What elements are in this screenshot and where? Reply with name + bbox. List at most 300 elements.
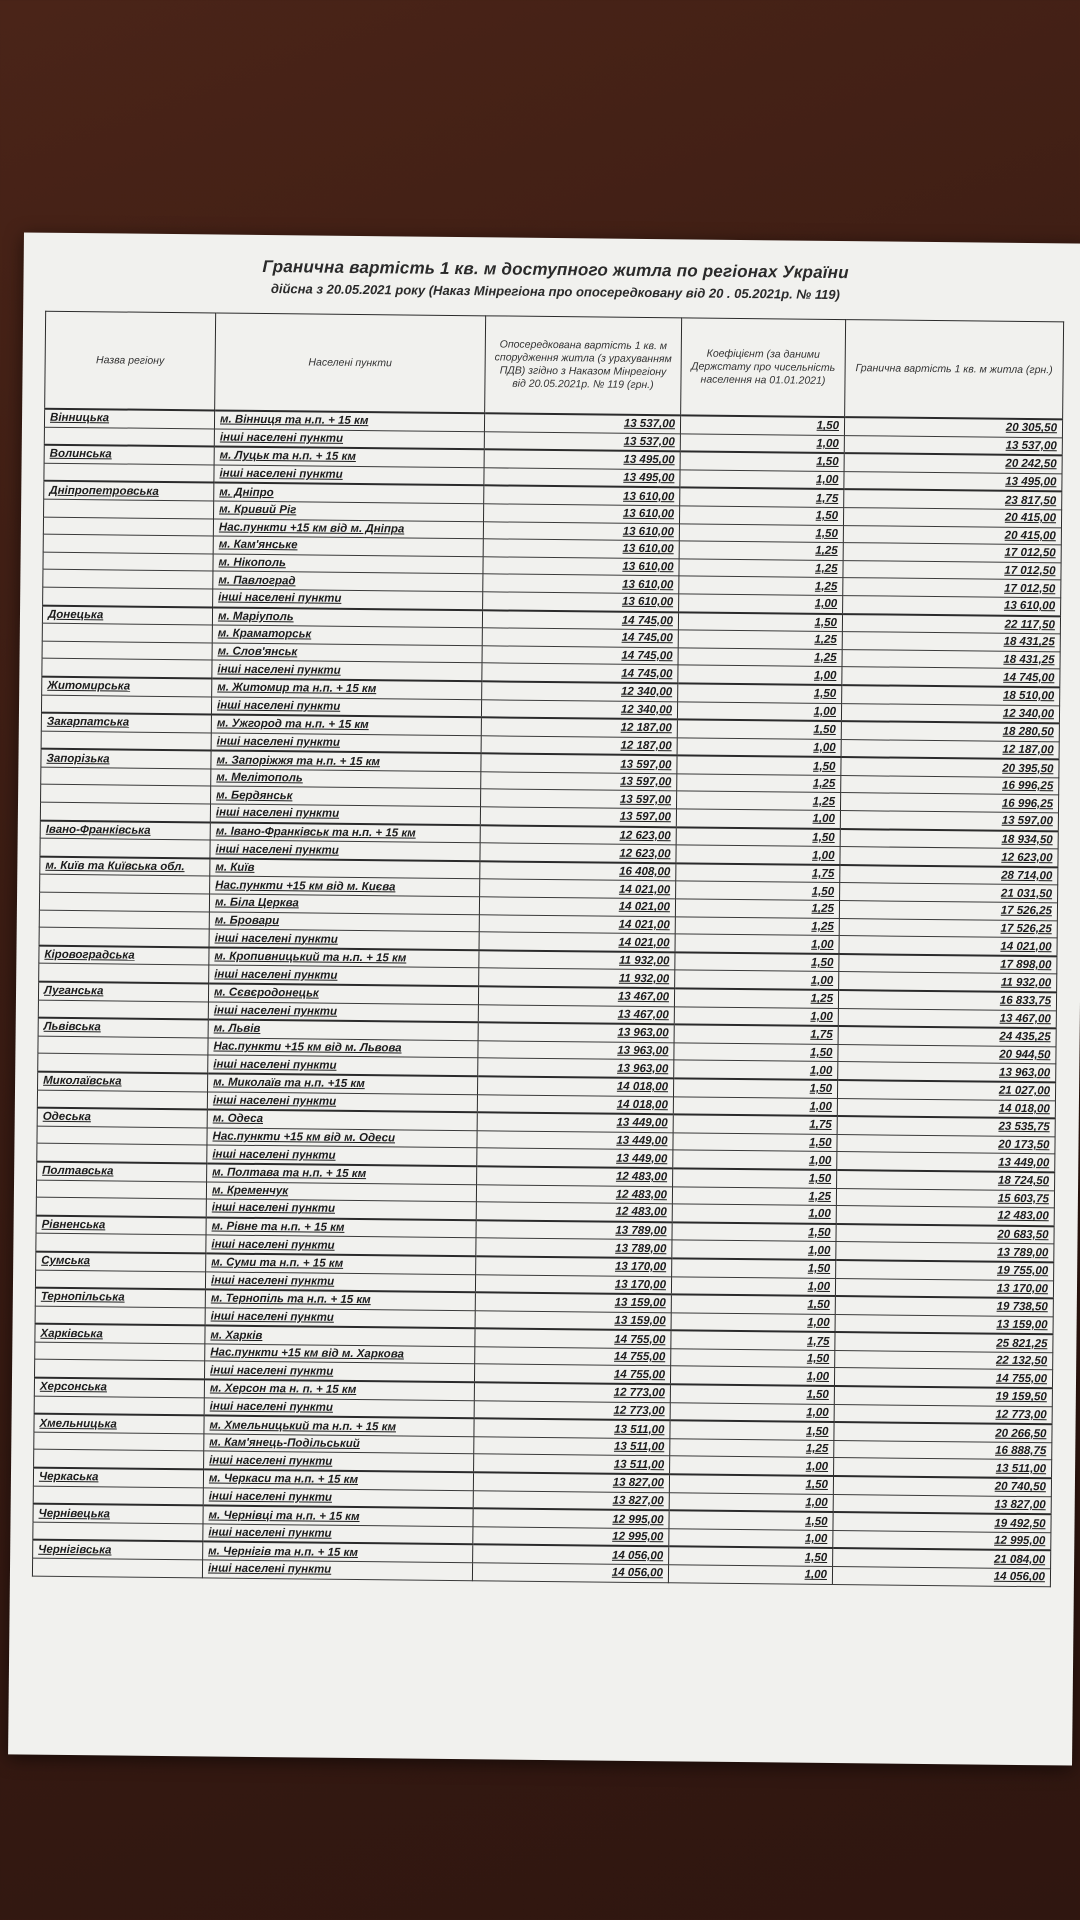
region-cell-empty bbox=[38, 1000, 208, 1020]
region-cell-empty bbox=[37, 1144, 207, 1164]
settlement-cell: інші населені пункти bbox=[203, 1488, 473, 1509]
coefficient-cell: 1,00 bbox=[676, 809, 840, 829]
average-cost-cell: 14 021,00 bbox=[479, 914, 675, 934]
average-cost-cell: 14 745,00 bbox=[482, 628, 678, 648]
average-cost-cell: 12 483,00 bbox=[476, 1184, 672, 1204]
max-cost-cell: 20 944,50 bbox=[838, 1044, 1056, 1064]
region-cell-empty bbox=[35, 1306, 205, 1326]
coefficient-cell: 1,50 bbox=[671, 1349, 835, 1368]
max-cost-cell: 14 056,00 bbox=[832, 1567, 1050, 1587]
average-cost-cell: 12 623,00 bbox=[480, 843, 676, 863]
region-name: Закарпатська bbox=[41, 713, 211, 733]
max-cost-cell: 13 495,00 bbox=[844, 471, 1062, 491]
max-cost-cell: 12 187,00 bbox=[841, 739, 1059, 759]
max-cost-cell: 22 117,50 bbox=[842, 614, 1060, 634]
document-title: Гранична вартість 1 кв. м доступного житла по регіонах України bbox=[262, 256, 849, 283]
coefficient-cell: 1,25 bbox=[679, 576, 843, 595]
average-cost-cell: 13 963,00 bbox=[478, 1058, 674, 1078]
coefficient-cell: 1,75 bbox=[674, 1025, 838, 1045]
max-cost-cell: 20 740,50 bbox=[833, 1476, 1051, 1496]
region-name: Тернопільська bbox=[35, 1288, 205, 1308]
max-cost-cell: 19 492,50 bbox=[833, 1512, 1051, 1532]
settlement-cell: м. Вінниця та н.п. + 15 км bbox=[214, 410, 484, 431]
region-cell-empty bbox=[33, 1486, 203, 1506]
average-cost-cell: 12 187,00 bbox=[481, 717, 677, 737]
coefficient-cell: 1,00 bbox=[669, 1492, 833, 1512]
average-cost-cell: 12 995,00 bbox=[473, 1527, 669, 1547]
settlement-cell: інші населені пункти bbox=[208, 1055, 478, 1076]
region-cell-empty bbox=[35, 1270, 205, 1290]
settlement-cell: м. Мелітополь bbox=[211, 769, 481, 789]
settlement-cell: м. Сєвєродонецьк bbox=[208, 983, 478, 1004]
header-settlements: Населені пункти bbox=[215, 313, 486, 413]
settlement-cell: м. Дніпро bbox=[214, 483, 484, 504]
settlement-cell: інші населені пункти bbox=[210, 840, 480, 861]
max-cost-cell: 12 623,00 bbox=[840, 847, 1058, 867]
max-cost-cell: 18 280,50 bbox=[841, 721, 1059, 741]
document-subtitle: дійсна з 20.05.2021 року (Наказ Мінрегіона про опосередковану від 20 . 05.2021р. № 119) bbox=[270, 281, 841, 303]
region-cell-empty bbox=[42, 658, 212, 678]
coefficient-cell: 1,25 bbox=[675, 916, 839, 935]
settlement-cell: м. Нікополь bbox=[213, 554, 483, 574]
coefficient-cell: 1,50 bbox=[676, 881, 840, 900]
settlement-cell: інші населені пункти bbox=[210, 804, 480, 825]
coefficient-cell: 1,50 bbox=[680, 452, 844, 472]
average-cost-cell: 13 610,00 bbox=[483, 521, 679, 541]
settlement-cell: м. Чернівці та н.п. + 15 км bbox=[203, 1506, 473, 1527]
average-cost-cell: 13 159,00 bbox=[475, 1292, 671, 1312]
average-cost-cell: 13 449,00 bbox=[477, 1148, 673, 1168]
max-cost-cell: 12 773,00 bbox=[834, 1404, 1052, 1424]
average-cost-cell: 14 056,00 bbox=[472, 1563, 668, 1583]
settlement-cell: інші населені пункти bbox=[202, 1560, 472, 1580]
max-cost-cell: 13 449,00 bbox=[837, 1152, 1055, 1172]
average-cost-cell: 13 597,00 bbox=[481, 772, 677, 792]
max-cost-cell: 21 027,00 bbox=[837, 1080, 1055, 1100]
max-cost-cell: 17 898,00 bbox=[839, 954, 1057, 974]
settlement-cell: м. Біла Церква bbox=[209, 894, 479, 914]
settlement-cell: інші населені пункти bbox=[214, 465, 484, 486]
average-cost-cell: 13 511,00 bbox=[474, 1418, 670, 1438]
region-cell-empty bbox=[44, 427, 214, 447]
average-cost-cell: 11 932,00 bbox=[479, 950, 675, 970]
average-cost-cell: 14 755,00 bbox=[474, 1364, 670, 1384]
region-name: Чернівецька bbox=[33, 1504, 203, 1524]
settlement-cell: м. Кропивницький та н.п. + 15 км bbox=[209, 947, 479, 968]
coefficient-cell: 1,25 bbox=[676, 791, 840, 810]
coefficient-cell: 1,50 bbox=[679, 523, 843, 542]
settlement-cell: інші населені пункти bbox=[207, 1092, 477, 1113]
settlement-cell: інші населені пункти bbox=[208, 1002, 478, 1023]
coefficient-cell: 1,50 bbox=[680, 415, 844, 435]
max-cost-cell: 22 132,50 bbox=[835, 1350, 1053, 1370]
settlement-cell: м. Бровари bbox=[209, 912, 479, 932]
region-cell-empty bbox=[43, 587, 213, 607]
max-cost-cell: 20 415,00 bbox=[843, 525, 1061, 545]
region-name: Дніпропетровська bbox=[44, 481, 214, 501]
coefficient-cell: 1,00 bbox=[669, 1529, 833, 1549]
max-cost-cell: 13 963,00 bbox=[838, 1062, 1056, 1082]
region-name: Харківська bbox=[35, 1324, 205, 1344]
max-cost-cell: 16 996,25 bbox=[840, 793, 1058, 813]
max-cost-cell: 23 535,75 bbox=[837, 1116, 1055, 1136]
settlement-cell: м. Івано-Франківськ та н.п. + 15 км bbox=[210, 822, 480, 843]
region-cell-empty bbox=[39, 927, 209, 947]
region-name: Черкаська bbox=[33, 1468, 203, 1488]
max-cost-cell: 18 724,50 bbox=[837, 1170, 1055, 1190]
max-cost-cell: 19 159,50 bbox=[834, 1386, 1052, 1406]
region-cell-empty bbox=[34, 1432, 204, 1451]
max-cost-cell: 24 435,25 bbox=[838, 1026, 1056, 1046]
max-cost-cell: 20 395,50 bbox=[841, 757, 1059, 777]
region-name: Херсонська bbox=[34, 1378, 204, 1398]
max-cost-cell: 12 483,00 bbox=[836, 1206, 1054, 1226]
average-cost-cell: 13 610,00 bbox=[484, 486, 680, 506]
max-cost-cell: 18 431,25 bbox=[842, 632, 1060, 652]
coefficient-cell: 1,00 bbox=[674, 1060, 838, 1080]
settlement-cell: м. Київ bbox=[210, 858, 480, 879]
region-cell-empty bbox=[32, 1558, 202, 1577]
settlement-cell: м. Львів bbox=[208, 1020, 478, 1041]
average-cost-cell: 12 187,00 bbox=[481, 735, 677, 755]
price-table bbox=[32, 311, 1064, 1587]
coefficient-cell: 1,25 bbox=[672, 1186, 836, 1205]
average-cost-cell: 12 623,00 bbox=[480, 825, 676, 845]
average-cost-cell: 13 827,00 bbox=[473, 1490, 669, 1510]
region-cell-empty bbox=[43, 570, 213, 589]
average-cost-cell: 12 773,00 bbox=[474, 1382, 670, 1402]
coefficient-cell: 1,50 bbox=[672, 1258, 836, 1278]
region-cell-empty bbox=[39, 964, 209, 984]
max-cost-cell: 16 996,25 bbox=[841, 775, 1059, 795]
coefficient-cell: 1,00 bbox=[670, 1402, 834, 1422]
coefficient-cell: 1,00 bbox=[675, 970, 839, 990]
average-cost-cell: 13 495,00 bbox=[484, 449, 680, 469]
settlement-cell: інші населені пункти bbox=[203, 1524, 473, 1545]
table-body bbox=[32, 409, 1062, 1587]
max-cost-cell: 18 510,00 bbox=[842, 685, 1060, 705]
settlement-cell: м. Житомир та н.п. + 15 км bbox=[212, 678, 482, 699]
settlement-cell: інші населені пункти bbox=[209, 929, 479, 950]
settlement-cell: м. Луцьк та н.п. + 15 км bbox=[214, 447, 484, 468]
settlement-cell: інші населені пункти bbox=[209, 965, 479, 986]
settlement-cell: інші населені пункти bbox=[205, 1308, 475, 1329]
settlement-cell: інші населені пункти bbox=[211, 696, 481, 717]
table-header-row bbox=[45, 311, 1064, 419]
average-cost-cell: 13 467,00 bbox=[478, 1004, 674, 1024]
region-cell-empty bbox=[41, 731, 211, 751]
average-cost-cell: 14 745,00 bbox=[482, 610, 678, 630]
max-cost-cell: 19 738,50 bbox=[835, 1296, 1053, 1316]
max-cost-cell: 11 932,00 bbox=[839, 972, 1057, 992]
region-cell-empty bbox=[40, 875, 210, 894]
average-cost-cell: 13 827,00 bbox=[473, 1472, 669, 1492]
max-cost-cell: 13 170,00 bbox=[835, 1278, 1053, 1298]
max-cost-cell: 20 415,00 bbox=[843, 508, 1061, 528]
header-average-cost: Опосередкована вартість 1 кв. м спорудження житла (з урахуванням ПДВ) згідно з Наказом Мінрегіону від 20.05.2021р. № 119 (грн.) bbox=[485, 316, 682, 416]
average-cost-cell: 12 340,00 bbox=[482, 681, 678, 701]
region-cell-empty bbox=[37, 1126, 207, 1145]
region-cell-empty bbox=[43, 517, 213, 536]
region-cell-empty bbox=[39, 892, 209, 911]
coefficient-cell: 1,00 bbox=[671, 1312, 835, 1332]
coefficient-cell: 1,25 bbox=[679, 541, 843, 560]
settlement-cell: Нас.пункти +15 км від м. Львова bbox=[208, 1038, 478, 1058]
settlement-cell: м. Херсон та н. п. + 15 км bbox=[204, 1379, 474, 1400]
max-cost-cell: 19 755,00 bbox=[836, 1260, 1054, 1280]
coefficient-cell: 1,00 bbox=[668, 1565, 832, 1584]
region-name: Кіровоградська bbox=[39, 945, 209, 965]
average-cost-cell: 14 745,00 bbox=[482, 663, 678, 683]
coefficient-cell: 1,00 bbox=[672, 1204, 836, 1224]
average-cost-cell: 13 511,00 bbox=[474, 1437, 670, 1457]
average-cost-cell: 13 597,00 bbox=[481, 789, 677, 809]
average-cost-cell: 14 021,00 bbox=[480, 879, 676, 899]
average-cost-cell: 14 018,00 bbox=[477, 1094, 673, 1114]
coefficient-cell: 1,50 bbox=[673, 1133, 837, 1152]
average-cost-cell: 14 018,00 bbox=[477, 1076, 673, 1096]
settlement-cell: м. Кременчук bbox=[206, 1181, 476, 1201]
header-max-cost: Гранична вартість 1 кв. м житла (грн.) bbox=[845, 320, 1064, 420]
region-name: Чернігівська bbox=[33, 1540, 203, 1560]
average-cost-cell: 12 995,00 bbox=[473, 1508, 669, 1528]
settlement-cell: інші населені пункти bbox=[213, 589, 483, 610]
settlement-cell: м. Рівне та н.п. + 15 км bbox=[206, 1217, 476, 1238]
max-cost-cell: 17 526,25 bbox=[839, 901, 1057, 921]
coefficient-cell: 1,50 bbox=[677, 719, 841, 739]
settlement-cell: інші населені пункти bbox=[211, 733, 481, 754]
settlement-cell: м. Ужгород та н.п. + 15 км bbox=[211, 715, 481, 736]
settlement-cell: м. Чернігів та н.п. + 15 км bbox=[203, 1542, 473, 1563]
settlement-cell: інші населені пункти bbox=[207, 1145, 477, 1166]
average-cost-cell: 13 610,00 bbox=[483, 557, 679, 577]
settlement-cell: інші населені пункти bbox=[204, 1361, 474, 1382]
max-cost-cell: 14 755,00 bbox=[834, 1368, 1052, 1388]
coefficient-cell: 1,50 bbox=[673, 1168, 837, 1188]
average-cost-cell: 12 483,00 bbox=[477, 1166, 673, 1186]
average-cost-cell: 13 170,00 bbox=[475, 1274, 671, 1294]
max-cost-cell: 17 012,50 bbox=[843, 560, 1061, 580]
coefficient-cell: 1,00 bbox=[680, 433, 844, 453]
coefficient-cell: 1,00 bbox=[673, 1096, 837, 1116]
region-name: Миколаївська bbox=[38, 1072, 208, 1092]
region-name: м. Київ та Київська обл. bbox=[40, 857, 210, 877]
average-cost-cell: 13 610,00 bbox=[483, 592, 679, 612]
average-cost-cell: 13 963,00 bbox=[478, 1041, 674, 1061]
region-name: Полтавська bbox=[37, 1162, 207, 1182]
settlement-cell: м. Краматорськ bbox=[212, 625, 482, 645]
coefficient-cell: 1,00 bbox=[674, 1006, 838, 1026]
settlement-cell: м. Хмельницький та н.п. + 15 км bbox=[204, 1416, 474, 1437]
max-cost-cell: 20 266,50 bbox=[834, 1422, 1052, 1442]
max-cost-cell: 14 018,00 bbox=[837, 1098, 1055, 1118]
coefficient-cell: 1,00 bbox=[671, 1276, 835, 1296]
settlement-cell: м. Запоріжжя та н.п. + 15 км bbox=[211, 751, 481, 772]
average-cost-cell: 14 755,00 bbox=[475, 1329, 671, 1349]
region-cell-empty bbox=[38, 1036, 208, 1055]
region-cell-empty bbox=[35, 1342, 205, 1361]
average-cost-cell: 13 597,00 bbox=[480, 807, 676, 827]
coefficient-cell: 1,50 bbox=[672, 1222, 836, 1242]
header-coefficient: Коефіцієнт (за даними Держстату про чисельність населення на 01.01.2021) bbox=[681, 318, 846, 417]
average-cost-cell: 14 021,00 bbox=[479, 897, 675, 917]
settlement-cell: м. Харків bbox=[205, 1326, 475, 1347]
average-cost-cell: 14 056,00 bbox=[473, 1545, 669, 1565]
average-cost-cell: 13 467,00 bbox=[478, 986, 674, 1006]
max-cost-cell: 18 431,25 bbox=[842, 649, 1060, 669]
settlement-cell: інші населені пункти bbox=[214, 429, 484, 450]
settlement-cell: м. Маріуполь bbox=[212, 607, 482, 628]
coefficient-cell: 1,00 bbox=[677, 701, 841, 721]
settlement-cell: м. Кам'янське bbox=[213, 536, 483, 556]
header-region: Назва регіону bbox=[45, 311, 216, 410]
region-cell-empty bbox=[34, 1450, 204, 1470]
coefficient-cell: 1,50 bbox=[670, 1421, 834, 1441]
coefficient-cell: 1,25 bbox=[674, 988, 838, 1008]
coefficient-cell: 1,50 bbox=[669, 1511, 833, 1531]
settlement-cell: м. Павлоград bbox=[213, 571, 483, 591]
settlement-cell: інші населені пункти bbox=[206, 1199, 476, 1220]
max-cost-cell: 25 821,25 bbox=[835, 1332, 1053, 1352]
coefficient-cell: 1,50 bbox=[677, 756, 841, 776]
settlement-cell: інші населені пункти bbox=[206, 1235, 476, 1256]
region-name: Рівненська bbox=[36, 1215, 206, 1235]
settlement-cell: м. Суми та н.п. + 15 км bbox=[206, 1253, 476, 1274]
average-cost-cell: 13 537,00 bbox=[484, 413, 680, 433]
max-cost-cell: 13 610,00 bbox=[843, 596, 1061, 616]
region-name: Хмельницька bbox=[34, 1414, 204, 1434]
coefficient-cell: 1,75 bbox=[676, 863, 840, 883]
average-cost-cell: 14 755,00 bbox=[475, 1347, 671, 1367]
region-cell-empty bbox=[40, 802, 210, 822]
max-cost-cell: 20 305,50 bbox=[844, 417, 1062, 437]
average-cost-cell: 11 932,00 bbox=[479, 968, 675, 988]
coefficient-cell: 1,00 bbox=[679, 594, 843, 614]
region-cell-empty bbox=[36, 1180, 206, 1199]
average-cost-cell: 13 610,00 bbox=[483, 539, 679, 559]
average-cost-cell: 13 159,00 bbox=[475, 1310, 671, 1330]
average-cost-cell: 13 495,00 bbox=[484, 468, 680, 488]
coefficient-cell: 1,25 bbox=[678, 648, 842, 667]
settlement-cell: м. Тернопіль та н.п. + 15 км bbox=[205, 1290, 475, 1311]
max-cost-cell: 17 012,50 bbox=[843, 543, 1061, 563]
coefficient-cell: 1,75 bbox=[680, 488, 844, 508]
max-cost-cell: 28 714,00 bbox=[840, 865, 1058, 885]
max-cost-cell: 13 597,00 bbox=[840, 811, 1058, 831]
coefficient-cell: 1,00 bbox=[678, 665, 842, 685]
max-cost-cell: 16 888,75 bbox=[834, 1440, 1052, 1460]
coefficient-cell: 1,50 bbox=[669, 1547, 833, 1567]
max-cost-cell: 17 012,50 bbox=[843, 578, 1061, 598]
settlement-cell: м. Кривий Ріг bbox=[214, 501, 484, 521]
coefficient-cell: 1,25 bbox=[675, 899, 839, 918]
region-cell-empty bbox=[41, 785, 211, 804]
average-cost-cell: 12 483,00 bbox=[476, 1202, 672, 1222]
coefficient-cell: 1,75 bbox=[673, 1114, 837, 1134]
settlement-cell: Нас.пункти +15 км від м. Харкова bbox=[205, 1344, 475, 1364]
region-cell-empty bbox=[34, 1396, 204, 1416]
max-cost-cell: 23 817,50 bbox=[844, 489, 1062, 509]
average-cost-cell: 13 537,00 bbox=[484, 431, 680, 451]
coefficient-cell: 1,00 bbox=[680, 470, 844, 490]
region-cell-empty bbox=[41, 767, 211, 786]
average-cost-cell: 14 021,00 bbox=[479, 932, 675, 952]
average-cost-cell: 13 170,00 bbox=[476, 1256, 672, 1276]
coefficient-cell: 1,00 bbox=[676, 845, 840, 865]
max-cost-cell: 16 833,75 bbox=[838, 990, 1056, 1010]
region-cell-empty bbox=[36, 1197, 206, 1217]
region-name: Донецька bbox=[42, 605, 212, 625]
region-cell-empty bbox=[43, 552, 213, 571]
region-name: Івано-Франківська bbox=[40, 820, 210, 840]
max-cost-cell: 20 683,50 bbox=[836, 1224, 1054, 1244]
max-cost-cell: 20 242,50 bbox=[844, 453, 1062, 473]
coefficient-cell: 1,50 bbox=[674, 1043, 838, 1062]
average-cost-cell: 13 449,00 bbox=[477, 1131, 673, 1151]
max-cost-cell: 21 031,50 bbox=[840, 883, 1058, 903]
max-cost-cell: 15 603,75 bbox=[836, 1188, 1054, 1208]
average-cost-cell: 12 773,00 bbox=[474, 1400, 670, 1420]
region-cell-empty bbox=[37, 1090, 207, 1110]
region-cell-empty bbox=[43, 534, 213, 553]
coefficient-cell: 1,50 bbox=[679, 506, 843, 525]
coefficient-cell: 1,50 bbox=[678, 683, 842, 703]
coefficient-cell: 1,50 bbox=[673, 1078, 837, 1098]
average-cost-cell: 16 408,00 bbox=[480, 861, 676, 881]
region-name: Запорізька bbox=[41, 749, 211, 769]
region-cell-empty bbox=[42, 623, 212, 642]
coefficient-cell: 1,50 bbox=[676, 827, 840, 847]
region-cell-empty bbox=[41, 695, 211, 715]
coefficient-cell: 1,00 bbox=[673, 1150, 837, 1170]
region-name: Сумська bbox=[36, 1252, 206, 1272]
max-cost-cell: 12 340,00 bbox=[841, 703, 1059, 723]
settlement-cell: м. Бердянськ bbox=[211, 786, 481, 806]
region-cell-empty bbox=[35, 1360, 205, 1380]
max-cost-cell: 13 511,00 bbox=[834, 1458, 1052, 1478]
max-cost-cell: 18 934,50 bbox=[840, 829, 1058, 849]
coefficient-cell: 1,50 bbox=[678, 612, 842, 632]
coefficient-cell: 1,25 bbox=[677, 774, 841, 793]
region-name: Житомирська bbox=[42, 677, 212, 697]
settlement-cell: інші населені пункти bbox=[204, 1398, 474, 1419]
average-cost-cell: 13 789,00 bbox=[476, 1220, 672, 1240]
settlement-cell: інші населені пункти bbox=[204, 1451, 474, 1472]
region-name: Луганська bbox=[38, 982, 208, 1002]
max-cost-cell: 13 537,00 bbox=[844, 435, 1062, 455]
max-cost-cell: 13 789,00 bbox=[836, 1242, 1054, 1262]
region-cell-empty bbox=[44, 499, 214, 518]
region-name: Вінницька bbox=[44, 409, 214, 429]
settlement-cell: Нас.пункти +15 км від м. Києва bbox=[210, 876, 480, 896]
max-cost-cell: 14 745,00 bbox=[842, 667, 1060, 687]
coefficient-cell: 1,00 bbox=[670, 1456, 834, 1476]
average-cost-cell: 13 511,00 bbox=[474, 1454, 670, 1474]
region-cell-empty bbox=[33, 1522, 203, 1542]
settlement-cell: м. Полтава та н.п. + 15 км bbox=[207, 1163, 477, 1184]
region-cell-empty bbox=[40, 838, 210, 858]
settlement-cell: м. Одеса bbox=[207, 1110, 477, 1131]
average-cost-cell: 13 789,00 bbox=[476, 1238, 672, 1258]
max-cost-cell: 17 526,25 bbox=[839, 918, 1057, 938]
max-cost-cell: 13 827,00 bbox=[833, 1494, 1051, 1514]
region-name: Волинська bbox=[44, 445, 214, 465]
average-cost-cell: 13 610,00 bbox=[483, 504, 679, 524]
coefficient-cell: 1,50 bbox=[671, 1294, 835, 1314]
average-cost-cell: 13 449,00 bbox=[477, 1112, 673, 1132]
settlement-cell: м. Кам'янець-Подільський bbox=[204, 1434, 474, 1454]
max-cost-cell: 12 995,00 bbox=[833, 1530, 1051, 1550]
